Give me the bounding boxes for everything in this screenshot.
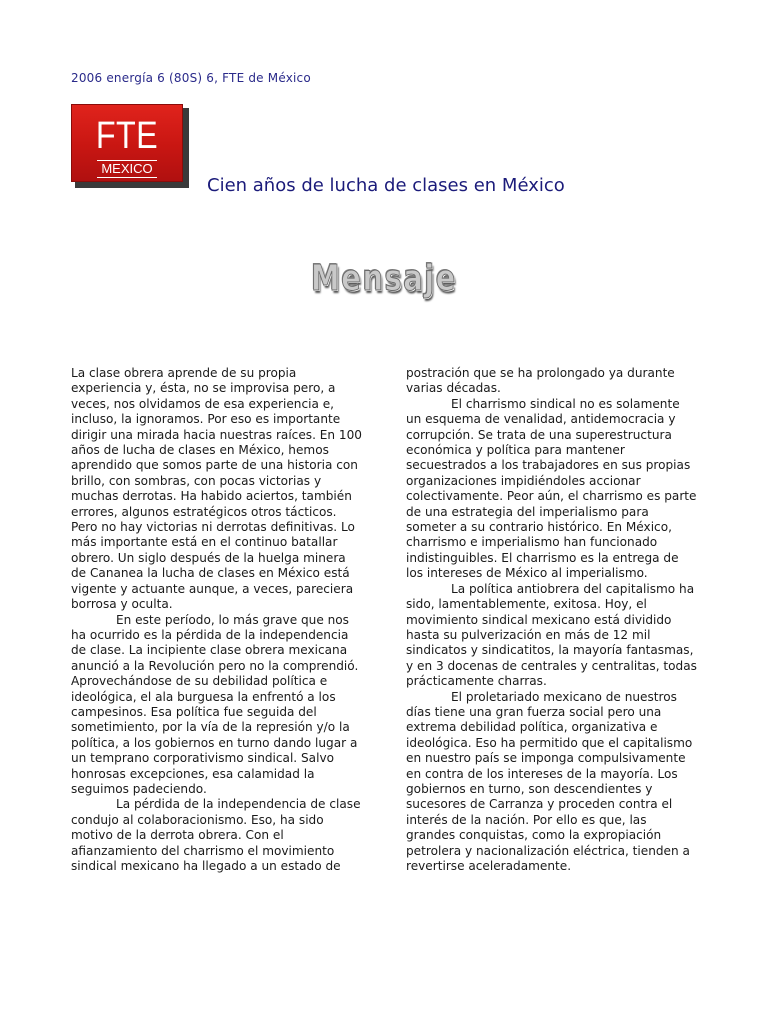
paragraph: La política antiobrera del capitalismo ha sido, lamentablemente, exitosa. Hoy, el movimiento sindical mexicano está dividido hasta su pulverización en más de 12 mil sindicatos y sindicatitos, la mayoría fantasmas, y en 3 docenas de centrales y centralitas, todas prácticamente charras. <box>406 581 697 689</box>
source-line: 2006 energía 6 (80S) 6, FTE de México <box>71 71 311 85</box>
fte-mexico-logo <box>71 104 189 188</box>
paragraph: El proletariado mexicano de nuestros días tiene una gran fuerza social pero una extrema debilidad política, organizativa e ideológica. Eso ha permitido que el capitalismo en nuestro país se imponga compulsivamente en contra de los intereses de la mayoría. Los gobiernos en turno, son descendientes y sucesores de Carranza y proceden contra el interés de la nación. Por ello es que, las grandes conquistas, como la expropiación petrolera y nacionalización eléctrica, tienden a revertirse aceleradamente. <box>406 689 693 873</box>
logo-mexico-text: MEXICO <box>97 160 156 178</box>
document-title: Cien años de lucha de clases en México <box>207 175 565 196</box>
logo-box <box>71 104 183 182</box>
paragraph: postración que se ha prolongado ya durante varias décadas. <box>406 366 675 396</box>
section-heading: Mensaje <box>311 258 457 299</box>
right-text-column <box>406 366 698 874</box>
left-text-column <box>71 366 363 874</box>
paragraph: La clase obrera aprende de su propia experiencia y, ésta, no se improvisa pero, a veces, nos olvidamos de esa experiencia e, incluso, la ignoramos. Por eso es importante dirigir una mirada hacia nuestras raíces. En 100 años de lucha de clases en México, hemos aprendido que somos parte de una historia con brillo, con sombras, con pocas victorias y muchas derrotas. Ha habido aciertos, también errores, algunos estratégicos otros tácticos. Pero no hay victorias ni derrotas definitivas. Lo más importante está en el continuo batallar obrero. Un siglo después de la huelga minera de Cananea la lucha de clases en México está vigente y actuante aunque, a veces, pareciera borrosa y oculta. <box>71 366 362 612</box>
paragraph: En este período, lo más grave que nos ha ocurrido es la pérdida de la independencia de clase. La incipiente clase obrera mexicana anunció a la Revolución pero no la comprendió. Aprovechándose de su debilidad política e ideológica, el ala burguesa la enfrentó a los campesinos. Esa política fue seguida del sometimiento, por la vía de la represión y/o la política, a los gobiernos en turno dando lugar a un temprano corporativismo sindical. Salvo honrosas excepciones, esa calamidad la seguimos padeciendo. <box>71 612 359 796</box>
logo-fte-text: FTE <box>95 115 159 157</box>
paragraph: El charrismo sindical no es solamente un esquema de venalidad, antidemocracia y corrupción. Se trata de una superestructura económica y política para mantener secuestrados a los trabajadores en sus propias organizaciones impidiéndoles accionar colectivamente. Peor aún, el charrismo es parte de una estrategia del imperialismo para someter a su contrario histórico. En México, charrismo e imperialismo han funcionado indistinguibles. El charrismo es la entrega de los intereses de México al imperialismo. <box>406 396 697 581</box>
paragraph: La pérdida de la independencia de clase condujo al colaboracionismo. Eso, ha sido motivo de la derrota obrera. Con el afianzamiento del charrismo el movimiento sindical mexicano ha llegado a un estado de <box>71 797 361 873</box>
